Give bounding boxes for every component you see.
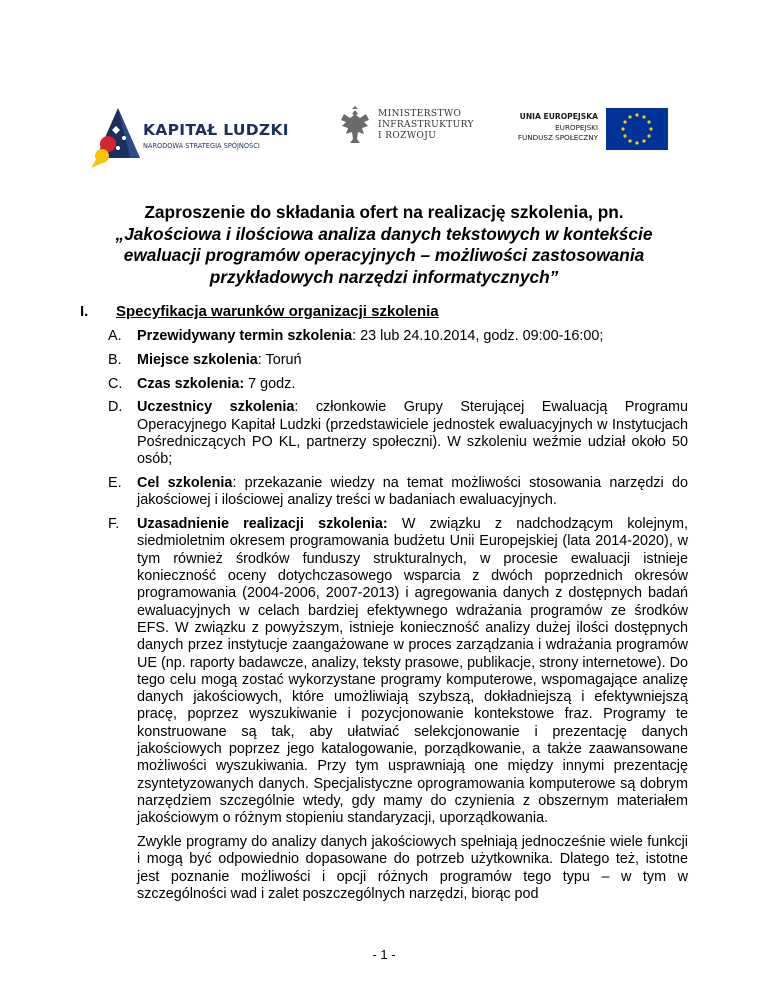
- item-text: : 23 lub 24.10.2014, godz. 09:00-16:00;: [352, 328, 604, 344]
- section-number: I.: [80, 303, 89, 320]
- item-letter: B.: [108, 351, 122, 368]
- item-label: Miejsce szkolenia: [137, 351, 258, 368]
- kapital-ludzki-title: KAPITAŁ LUDZKI: [143, 121, 289, 139]
- list-item: [108, 399, 688, 468]
- document-title: [80, 202, 688, 288]
- title-line4: przykładowych narzędzi informatycznych”: [209, 266, 559, 287]
- item-text: 7 godz.: [244, 375, 296, 392]
- title-line1: Zaproszenie do składania ofert na realizację szkolenia, pn.: [144, 202, 624, 222]
- ministry-logo: [338, 106, 498, 156]
- eu-line1: UNIA EUROPEJSKA: [519, 112, 598, 121]
- kapital-ludzki-logo: [88, 100, 308, 170]
- item-text: : przekazanie wiedzy na temat możliwości stosowania narzędzi do jakościowej i ilościowej analizy treści w badaniach ewaluacyjnych.: [137, 475, 688, 509]
- item-letter: A.: [108, 328, 122, 344]
- eu-flag-icon: [606, 108, 668, 150]
- item-text: : członkowie Grupy Sterującej Ewaluacją Programu Operacyjnego Kapitał Ludzki (przedstawiciele jednostek ewaluacyjnych w Instytucjach Pośredniczących PO KL, partnerzy społeczni). W szkoleniu weźmie udział około 50 osób;: [137, 399, 688, 468]
- item-label: Cel szkolenia: [137, 475, 233, 492]
- section-title: Specyfikacja warunków organizacji szkolenia: [116, 303, 439, 320]
- item-text: W związku z nadchodzącym kolejnym, siedmioletnim okresem programowania budżetu Unii Europejskiej (lata 2014-2020), w tym również środków funduszy strukturalnych, w procesie ewaluacji istnieje konieczność oceny dotychczasowego wsparcia z dwóch poprzednich okresów programowania (2004-2006, 2007-2013) i agregowania danych z dostępnych badań ewaluacyjnych w celach bardziej efektywnego wdrażania programów ze środków EFS. W związku z powyższym, istnieje konieczność analizy dużej ilości dostępnych danych przez instytucje zaangażowane w proces zarządzania i wdrażania programów UE (np. raporty badawcze, analizy, teksty prasowe, publikacje, strony internetowe). Do tego celu mogą zostać wykorzystane programy komputerowe, wspomagające analizę danych jakościowych, które umożliwiają szybszą, dokładniejszą i efektywniejszą pracę, poprzez wyszukiwanie i pozycjonowanie kontekstowe fraz. Programy te konstruowane są tak, aby ułatwiać selekcjonowanie i prezentację danych jakościowych poprzez jego katalogowanie, porządkowanie, a także zaawansowane możliwości wyszukiwania. Przy tym usprawniają one między innymi prezentację zsyntetyzowanych danych. Specjalistyczne oprogramowania komputerowe są dobrym narzędziem szczególnie wtedy, gdy mamy do czynienia z obszernym materiałem jakościowym o różnym stopieniu standaryzacji, uporządkowania.: [137, 516, 688, 827]
- item-label: Uczestnicy szkolenia: [137, 399, 295, 416]
- ministry-line1: MINISTERSTWO: [378, 109, 462, 119]
- item-letter: E.: [108, 475, 122, 492]
- specification-list: [108, 328, 688, 903]
- title-line2: „Jakościowa i ilościowa analiza danych tekstowych w kontekście: [115, 223, 653, 244]
- eu-line3: FUNDUSZ SPOŁECZNY: [517, 133, 598, 142]
- title-line3: ewaluacji programów operacyjnych – możliwości zastosowania: [123, 245, 645, 265]
- ministry-name: [378, 109, 474, 142]
- list-item: [108, 352, 688, 369]
- eu-logo: [516, 106, 682, 156]
- eu-line2: EUROPEJSKI: [555, 123, 598, 132]
- section-heading: [80, 303, 439, 320]
- list-item: [108, 328, 688, 345]
- eu-text: [518, 111, 598, 143]
- header-logos: [88, 100, 680, 170]
- item-text: : Toruń: [257, 351, 302, 368]
- item-letter: D.: [108, 399, 123, 416]
- item-letter: F.: [108, 516, 120, 533]
- item-label: Czas szkolenia:: [137, 375, 245, 392]
- ministry-line3: I ROZWOJU: [378, 131, 437, 141]
- kapital-ludzki-emblem-icon: [88, 100, 142, 170]
- item-letter: C.: [108, 375, 123, 392]
- page-number: - 1 -: [372, 947, 396, 962]
- item-label: Przewidywany termin szkolenia: [137, 328, 353, 344]
- list-item: [108, 376, 688, 393]
- kapital-ludzki-subtitle: NARODOWA STRATEGIA SPÓJNOŚCI: [143, 142, 260, 150]
- item-label: Uzasadnienie realizacji szkolenia:: [137, 516, 388, 533]
- list-item: [108, 475, 688, 510]
- list-item: [108, 516, 688, 827]
- body-paragraph: Zwykle programy do analizy danych jakościowych spełniają jednocześnie wiele funkcji i mogą być odpowiednio dopasowane do potrzeb użytkownika. Dlatego też, istotne jest poznanie możliwości i opcji różnych programów tego typu – w tym w szczególności wad i zalet poszczególnych narzędzi, biorąc pod: [137, 834, 688, 902]
- eagle-emblem-icon: [338, 106, 372, 146]
- ministry-line2: INFRASTRUKTURY: [378, 120, 474, 130]
